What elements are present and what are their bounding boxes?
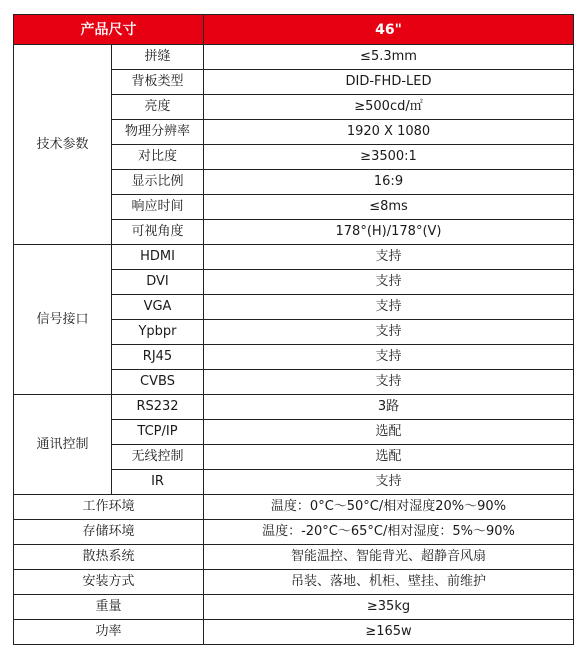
table-row	[14, 520, 574, 545]
spec-value: 支持	[204, 295, 574, 320]
spec-value: 选配	[204, 420, 574, 445]
spec-label: 物理分辨率	[112, 120, 204, 145]
spec-label: 散热系统	[14, 545, 204, 570]
spec-label: HDMI	[112, 245, 204, 270]
spec-value: ≥165w	[204, 620, 574, 645]
header-size-value: 46"	[204, 15, 574, 45]
spec-value: 3路	[204, 395, 574, 420]
spec-value: 支持	[204, 270, 574, 295]
spec-value: 支持	[204, 345, 574, 370]
spec-label: TCP/IP	[112, 420, 204, 445]
table-row	[14, 245, 574, 270]
table-row	[14, 45, 574, 70]
spec-label: 亮度	[112, 95, 204, 120]
table-row	[14, 395, 574, 420]
spec-value: 16:9	[204, 170, 574, 195]
spec-label: DVI	[112, 270, 204, 295]
group-label: 通讯控制	[14, 395, 112, 495]
group-label: 技术参数	[14, 45, 112, 245]
spec-label: RJ45	[112, 345, 204, 370]
spec-value: 温度：0°C～50°C/相对湿度20%～90%	[204, 495, 574, 520]
spec-label: 无线控制	[112, 445, 204, 470]
spec-value: ≥3500:1	[204, 145, 574, 170]
spec-label: 对比度	[112, 145, 204, 170]
spec-value: 178°(H)/178°(V)	[204, 220, 574, 245]
spec-label: 存储环境	[14, 520, 204, 545]
table-row	[14, 545, 574, 570]
spec-label: VGA	[112, 295, 204, 320]
spec-value: 智能温控、智能背光、超静音风扇	[204, 545, 574, 570]
spec-value: DID-FHD-LED	[204, 70, 574, 95]
spec-value: 支持	[204, 370, 574, 395]
spec-value: ≤5.3mm	[204, 45, 574, 70]
header-product-size-label: 产品尺寸	[14, 15, 204, 45]
spec-value: 1920 X 1080	[204, 120, 574, 145]
table-header-row	[14, 15, 574, 45]
spec-value: 吊装、落地、机柜、壁挂、前维护	[204, 570, 574, 595]
spec-value: 支持	[204, 245, 574, 270]
spec-label: 显示比例	[112, 170, 204, 195]
spec-table	[13, 14, 574, 645]
spec-label: 背板类型	[112, 70, 204, 95]
spec-label: Ypbpr	[112, 320, 204, 345]
group-label: 信号接口	[14, 245, 112, 395]
spec-value: ≥500cd/㎡	[204, 95, 574, 120]
spec-label: RS232	[112, 395, 204, 420]
spec-label: CVBS	[112, 370, 204, 395]
spec-label: 可视角度	[112, 220, 204, 245]
table-row	[14, 495, 574, 520]
spec-label: IR	[112, 470, 204, 495]
table-row	[14, 620, 574, 645]
spec-value: 支持	[204, 470, 574, 495]
spec-label: 拼缝	[112, 45, 204, 70]
spec-value: 支持	[204, 320, 574, 345]
spec-value: 温度：-20°C～65°C/相对湿度：5%～90%	[204, 520, 574, 545]
table-row	[14, 570, 574, 595]
spec-value: 选配	[204, 445, 574, 470]
spec-label: 功率	[14, 620, 204, 645]
spec-value: ≥35kg	[204, 595, 574, 620]
table-row	[14, 595, 574, 620]
spec-value: ≤8ms	[204, 195, 574, 220]
spec-label: 重量	[14, 595, 204, 620]
spec-label: 响应时间	[112, 195, 204, 220]
spec-label: 工作环境	[14, 495, 204, 520]
spec-label: 安装方式	[14, 570, 204, 595]
